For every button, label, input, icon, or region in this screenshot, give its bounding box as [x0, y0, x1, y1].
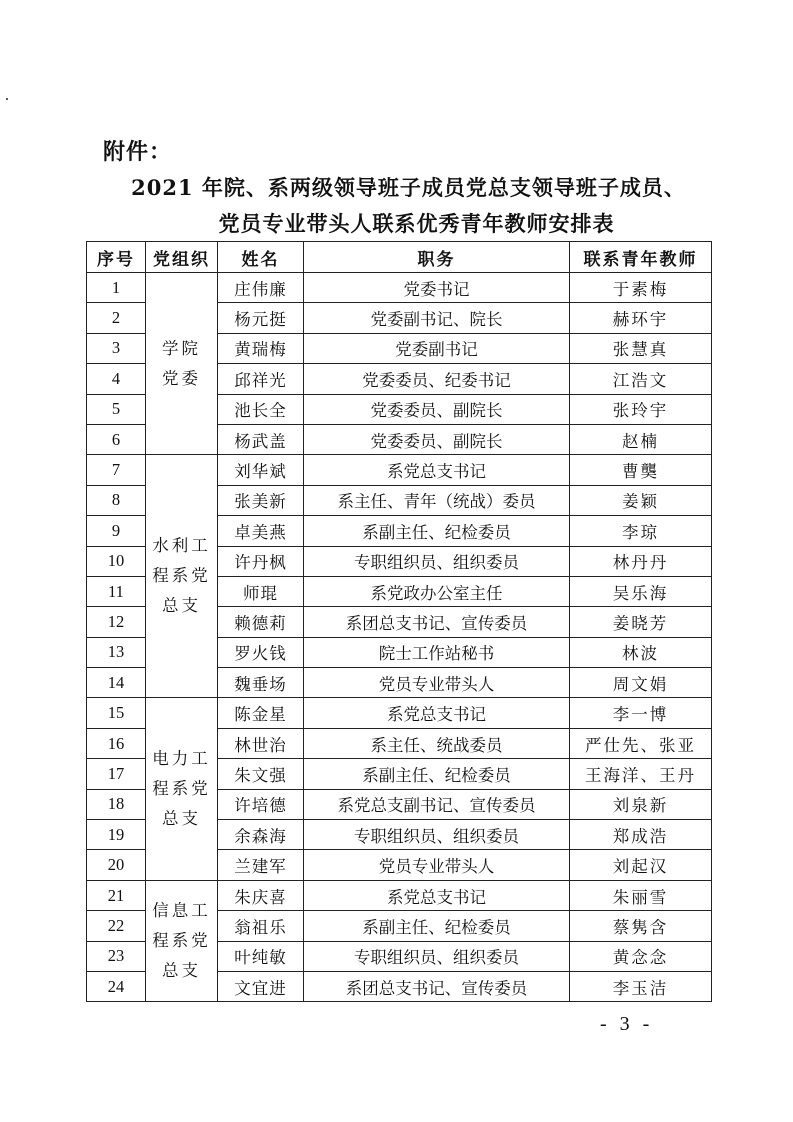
cell-name: 朱文强 — [218, 759, 304, 789]
cell-name: 翁祖乐 — [218, 911, 304, 941]
cell-name: 卓美燕 — [218, 516, 304, 546]
cell-name: 杨武盖 — [218, 424, 304, 454]
cell-seq: 17 — [87, 759, 146, 789]
cell-seq: 13 — [87, 637, 146, 667]
cell-duty: 党委委员、纪委书记 — [304, 364, 570, 394]
cell-seq: 3 — [87, 333, 146, 363]
header-teacher: 联系青年教师 — [570, 242, 712, 273]
cell-seq: 15 — [87, 698, 146, 728]
page-number: - 3 - — [600, 1013, 654, 1035]
table-row — [87, 880, 712, 910]
cell-teacher: 李一博 — [570, 698, 712, 728]
cell-duty: 系副主任、纪检委员 — [304, 759, 570, 789]
table-body — [87, 273, 712, 1002]
cell-seq: 11 — [87, 576, 146, 606]
cell-teacher: 姜颖 — [570, 485, 712, 515]
document-title-line-2: 党员专业带头人联系优秀青年教师安排表 — [218, 211, 615, 236]
cell-party-org: 水利工 程系党 总支 — [146, 455, 218, 698]
cell-name: 杨元挺 — [218, 303, 304, 333]
cell-name: 庄伟廉 — [218, 273, 304, 303]
cell-seq: 22 — [87, 911, 146, 941]
cell-teacher: 张玲宇 — [570, 394, 712, 424]
cell-seq: 9 — [87, 516, 146, 546]
cell-duty: 系党总支书记 — [304, 455, 570, 485]
cell-party-org: 学院 党委 — [146, 273, 218, 455]
cell-teacher: 姜晓芳 — [570, 607, 712, 637]
cell-seq: 20 — [87, 850, 146, 880]
cell-name: 许丹枫 — [218, 546, 304, 576]
cell-teacher: 周文娟 — [570, 668, 712, 698]
cell-name: 魏垂场 — [218, 668, 304, 698]
scan-speck — [6, 98, 8, 100]
cell-teacher: 李琼 — [570, 516, 712, 546]
cell-seq: 14 — [87, 668, 146, 698]
table-row — [87, 273, 712, 303]
cell-teacher: 吴乐海 — [570, 576, 712, 606]
cell-name: 张美新 — [218, 485, 304, 515]
cell-name: 罗火钱 — [218, 637, 304, 667]
cell-teacher: 曹龑 — [570, 455, 712, 485]
cell-teacher: 刘泉新 — [570, 789, 712, 819]
header-seq: 序号 — [87, 242, 146, 273]
cell-seq: 12 — [87, 607, 146, 637]
cell-seq: 10 — [87, 546, 146, 576]
cell-duty: 系主任、青年（统战）委员 — [304, 485, 570, 515]
cell-seq: 21 — [87, 880, 146, 910]
cell-duty: 系团总支书记、宣传委员 — [304, 971, 570, 1001]
cell-name: 朱庆喜 — [218, 880, 304, 910]
cell-seq: 19 — [87, 820, 146, 850]
cell-seq: 24 — [87, 971, 146, 1001]
cell-teacher: 林丹丹 — [570, 546, 712, 576]
cell-teacher: 蔡隽含 — [570, 911, 712, 941]
cell-duty: 系党总支书记 — [304, 880, 570, 910]
cell-teacher: 郑成浩 — [570, 820, 712, 850]
cell-seq: 7 — [87, 455, 146, 485]
cell-seq: 8 — [87, 485, 146, 515]
cell-duty: 党员专业带头人 — [304, 668, 570, 698]
cell-duty: 院士工作站秘书 — [304, 637, 570, 667]
cell-duty: 系团总支书记、宣传委员 — [304, 607, 570, 637]
cell-teacher: 张慧真 — [570, 333, 712, 363]
table-header-row — [87, 242, 712, 273]
cell-name: 林世治 — [218, 728, 304, 758]
cell-name: 文宜进 — [218, 971, 304, 1001]
table-row — [87, 455, 712, 485]
cell-teacher: 李玉洁 — [570, 971, 712, 1001]
cell-teacher: 黄念念 — [570, 941, 712, 971]
document-title-line-1: 2021 年院、系两级领导班子成员党总支领导班子成员、 — [131, 175, 686, 200]
cell-duty: 系党政办公室主任 — [304, 576, 570, 606]
cell-duty: 党委书记 — [304, 273, 570, 303]
header-org: 党组织 — [146, 242, 218, 273]
cell-seq: 23 — [87, 941, 146, 971]
cell-duty: 系党总支书记 — [304, 698, 570, 728]
cell-teacher: 赫环宇 — [570, 303, 712, 333]
cell-duty: 专职组织员、组织委员 — [304, 546, 570, 576]
cell-duty: 系党总支副书记、宣传委员 — [304, 789, 570, 819]
cell-duty: 党委委员、副院长 — [304, 424, 570, 454]
cell-party-org: 信息工 程系党 总支 — [146, 880, 218, 1002]
cell-name: 余森海 — [218, 820, 304, 850]
cell-duty: 专职组织员、组织委员 — [304, 820, 570, 850]
cell-seq: 4 — [87, 364, 146, 394]
cell-duty: 党委委员、副院长 — [304, 394, 570, 424]
header-name: 姓名 — [218, 242, 304, 273]
cell-duty: 党员专业带头人 — [304, 850, 570, 880]
teacher-assignment-table — [86, 241, 712, 1002]
cell-name: 陈金星 — [218, 698, 304, 728]
cell-name: 刘华斌 — [218, 455, 304, 485]
cell-name: 黄瑞梅 — [218, 333, 304, 363]
cell-name: 师琨 — [218, 576, 304, 606]
cell-teacher: 江浩文 — [570, 364, 712, 394]
cell-name: 许培德 — [218, 789, 304, 819]
cell-seq: 18 — [87, 789, 146, 819]
cell-teacher: 林波 — [570, 637, 712, 667]
cell-duty: 系副主任、纪检委员 — [304, 911, 570, 941]
cell-seq: 6 — [87, 424, 146, 454]
cell-name: 邱祥光 — [218, 364, 304, 394]
cell-teacher: 刘起汉 — [570, 850, 712, 880]
cell-seq: 2 — [87, 303, 146, 333]
cell-teacher: 于素梅 — [570, 273, 712, 303]
cell-name: 赖德莉 — [218, 607, 304, 637]
cell-teacher: 严仕先、张亚 — [570, 728, 712, 758]
cell-duty: 系主任、统战委员 — [304, 728, 570, 758]
cell-duty: 党委副书记、院长 — [304, 303, 570, 333]
cell-teacher: 赵楠 — [570, 424, 712, 454]
cell-teacher: 王海洋、王丹 — [570, 759, 712, 789]
cell-duty: 专职组织员、组织委员 — [304, 941, 570, 971]
cell-seq: 5 — [87, 394, 146, 424]
cell-duty: 党委副书记 — [304, 333, 570, 363]
cell-name: 兰建军 — [218, 850, 304, 880]
cell-duty: 系副主任、纪检委员 — [304, 516, 570, 546]
cell-name: 叶纯敏 — [218, 941, 304, 971]
header-duty: 职务 — [304, 242, 570, 273]
cell-seq: 16 — [87, 728, 146, 758]
cell-teacher: 朱丽雪 — [570, 880, 712, 910]
cell-seq: 1 — [87, 273, 146, 303]
cell-name: 池长全 — [218, 394, 304, 424]
attachment-label: 附件： — [103, 139, 173, 165]
cell-party-org: 电力工 程系党 总支 — [146, 698, 218, 880]
table-row — [87, 698, 712, 728]
